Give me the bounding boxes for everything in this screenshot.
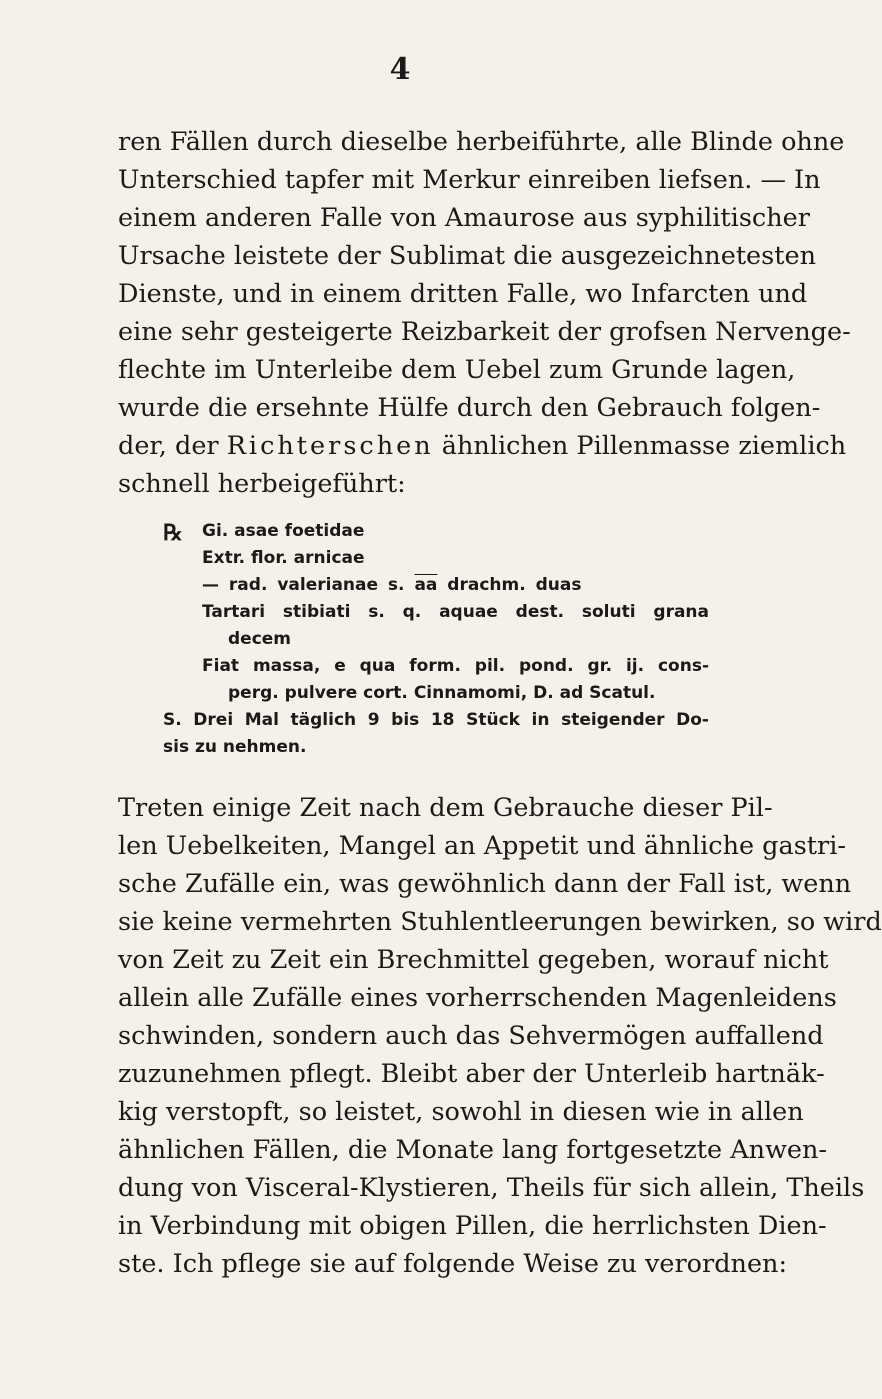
text-line: schwinden, sondern auch das Sehvermögen auffallend <box>118 1021 824 1051</box>
recipe-line: S. Drei Mal täglich 9 bis 18 Stück in steigender Do- <box>163 710 709 730</box>
text-line: allein alle Zufälle eines vorherrschenden Magenleidens <box>118 983 837 1013</box>
text-line: zuzunehmen pflegt. Bleibt aber der Unterleib hartnäk- <box>118 1059 825 1089</box>
text-line: von Zeit zu Zeit ein Brechmittel gegeben, worauf nicht <box>118 945 829 975</box>
text-line: ähnlichen Fällen, die Monate lang fortgesetzte Anwen- <box>118 1135 828 1165</box>
text-line: ren Fällen durch dieselbe herbeiführte, alle Blinde ohne <box>118 127 845 157</box>
text-line: wurde die ersehnte Hülfe durch den Gebrauch folgen- <box>118 393 821 423</box>
recipe-symbol: ℞ <box>163 520 183 546</box>
text-line: Ursache leistete der Sublimat die ausgezeichnetesten <box>118 241 817 271</box>
text-line: eine sehr gesteigerte Reizbarkeit der grofsen Nervenge- <box>118 317 851 347</box>
text-line: kig verstopft, so leistet, sowohl in diesen wie in allen <box>118 1097 804 1127</box>
text-line: flechte im Unterleibe dem Uebel zum Grunde lagen, <box>118 355 796 385</box>
recipe-line: Extr. flor. arnicae <box>202 548 365 568</box>
text-line: einem anderen Falle von Amaurose aus syphilitischer <box>118 203 810 233</box>
text-line: Dienste, und in einem dritten Falle, wo Infarcten und <box>118 279 808 309</box>
text-line <box>118 426 847 466</box>
text-line: sie keine vermehrten Stuhlentleerungen bewirken, so wird <box>118 907 882 937</box>
ana-abbreviation: $\overline{aa}$ <box>414 575 438 595</box>
recipe-line: Fiat massa, e qua form. pil. pond. gr. ij. cons- <box>202 656 709 676</box>
recipe-line: perg. pulvere cort. Cinnamomi, D. ad Scatul. <box>228 683 656 703</box>
text-line: sche Zufälle ein, was gewöhnlich dann der Fall ist, wenn <box>118 869 852 899</box>
recipe-line: sis zu nehmen. <box>163 737 307 757</box>
text-line: Treten einige Zeit nach dem Gebrauche dieser Pil- <box>118 793 773 823</box>
text-line: schnell herbeigeführt: <box>118 469 406 499</box>
recipe-line: decem <box>228 629 292 649</box>
text-fragment: — rad. valerianae s. <box>202 575 415 595</box>
text-line: Unterschied tapfer mit Merkur einreiben liefsen. — In <box>118 165 821 195</box>
text-line: dung von Visceral-Klystieren, Theils für sich allein, Theils <box>118 1173 865 1203</box>
text-line: in Verbindung mit obigen Pillen, die herrlichsten Dien- <box>118 1211 827 1241</box>
text-line: ste. Ich pflege sie auf folgende Weise zu verordnen: <box>118 1249 788 1279</box>
recipe-line: Tartari stibiati s. q. aquae dest. soluti grana <box>202 602 709 622</box>
text-fragment: drachm. duas <box>437 575 582 595</box>
text-fragment: der, der <box>118 431 227 461</box>
recipe-line: Gi. asae foetidae <box>202 521 365 541</box>
page-number: 4 <box>389 52 411 87</box>
text-fragment: ähnlichen Pillenmasse ziemlich <box>433 431 847 461</box>
author-name: Richterschen <box>226 431 434 461</box>
text-line: len Uebelkeiten, Mangel an Appetit und ähnliche gastri- <box>118 831 847 861</box>
recipe-line <box>202 572 581 598</box>
